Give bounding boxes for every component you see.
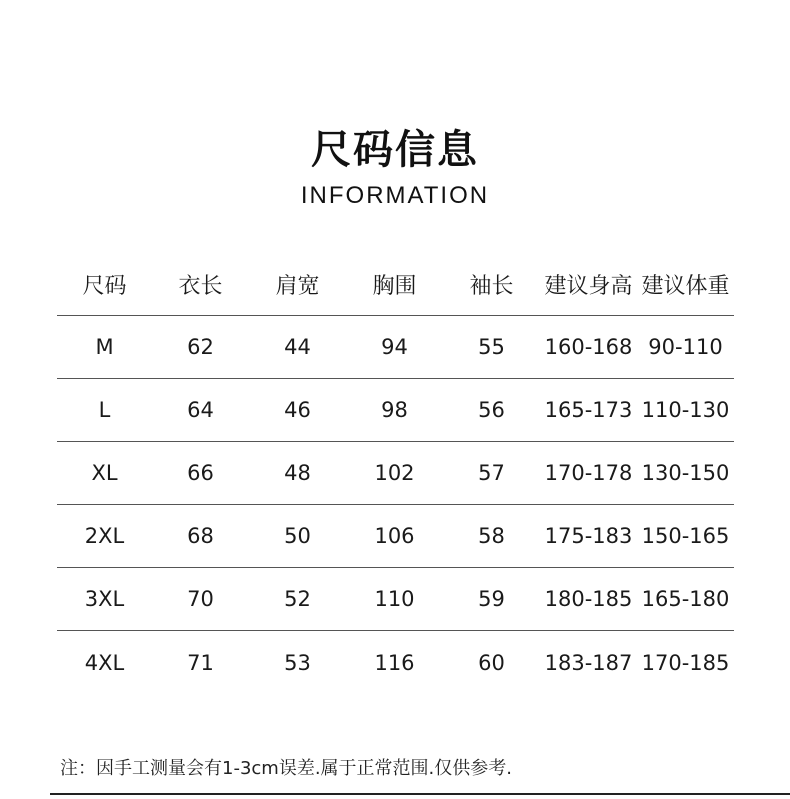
cell-height: 160-168 [544,335,633,359]
cell-weight: 90-110 [648,335,723,359]
cell-height: 175-183 [544,524,633,548]
cell-size: XL [91,461,118,485]
header-height: 建议身高 [544,273,633,299]
header-size: 尺码 [82,273,127,299]
cell-shoulder: 46 [284,398,311,422]
header-length: 衣长 [178,273,223,299]
cell-height: 165-173 [544,398,633,422]
cell-height: 170-178 [544,461,633,485]
cell-chest: 110 [374,587,415,611]
cell-sleeve: 59 [478,587,505,611]
cell-sleeve: 58 [478,524,505,548]
cell-length: 66 [187,461,214,485]
cell-sleeve: 55 [478,335,505,359]
table-row [57,568,734,631]
measurement-note: 注：因手工测量会有1-3cm误差.属于正常范围.仅供参考. [60,758,512,779]
cell-length: 64 [187,398,214,422]
cell-size: 4XL [84,650,125,675]
cell-height: 180-185 [544,587,633,611]
table-row [57,316,734,379]
cell-shoulder: 53 [284,650,311,675]
cell-chest: 106 [374,524,415,548]
bottom-divider [50,793,790,795]
size-table [57,253,734,694]
cell-sleeve: 60 [478,650,505,675]
header-sleeve: 袖长 [469,273,514,299]
cell-sleeve: 57 [478,461,505,485]
cell-length: 70 [187,587,214,611]
cell-height: 183-187 [544,650,633,675]
table-row [57,442,734,505]
header-weight: 建议体重 [641,273,730,299]
cell-weight: 130-150 [641,461,730,485]
cell-size: 3XL [84,587,125,611]
cell-sleeve: 56 [478,398,505,422]
cell-length: 62 [187,335,214,359]
cell-chest: 98 [381,398,408,422]
table-row [57,631,734,694]
table-header-row [57,253,734,316]
cell-size: L [98,398,111,422]
table-row [57,379,734,442]
cell-shoulder: 52 [284,587,311,611]
cell-shoulder: 50 [284,524,311,548]
cell-weight: 170-185 [641,650,730,675]
cell-size: 2XL [84,524,125,548]
page-subtitle: INFORMATION [300,182,490,209]
cell-shoulder: 48 [284,461,311,485]
cell-weight: 165-180 [641,587,730,611]
cell-shoulder: 44 [284,335,311,359]
header-shoulder: 肩宽 [275,273,320,299]
cell-weight: 150-165 [641,524,730,548]
cell-chest: 94 [381,335,408,359]
cell-weight: 110-130 [641,398,730,422]
cell-chest: 102 [374,461,415,485]
table-row [57,505,734,568]
cell-size: M [95,335,114,359]
cell-chest: 116 [374,650,415,675]
cell-length: 68 [187,524,214,548]
page-title: 尺码信息 [311,127,479,173]
header-chest: 胸围 [372,273,417,299]
cell-length: 71 [187,650,214,675]
